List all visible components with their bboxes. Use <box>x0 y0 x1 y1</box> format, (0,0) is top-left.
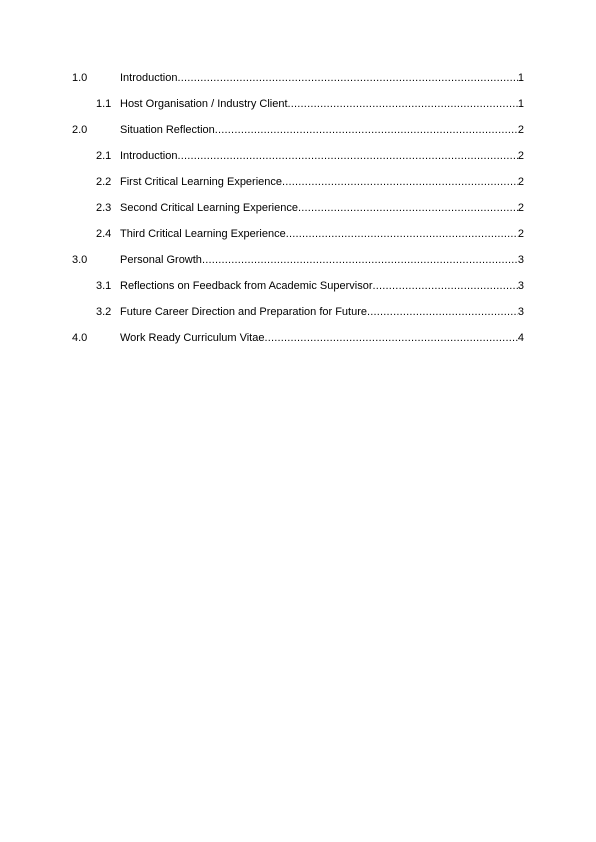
toc-entry-number: 3.0 <box>72 254 88 266</box>
dot-leader <box>367 304 518 320</box>
toc-entry-title: Host Organisation / Industry Client <box>120 98 288 110</box>
toc-entry-page: 2 <box>517 202 524 214</box>
toc-entry-page: 3 <box>517 254 524 266</box>
dot-leader <box>286 226 518 242</box>
toc-entry-title: Third Critical Learning Experience <box>120 228 286 240</box>
toc-entry-title: Reflections on Feedback from Academic Supervisor <box>120 280 373 292</box>
toc-entry-number: 2.1 <box>96 150 112 162</box>
dot-leader <box>373 278 518 294</box>
toc-entry-page: 2 <box>517 150 524 162</box>
toc-entry-title: Second Critical Learning Experience <box>120 202 298 214</box>
toc-entry-title: Future Career Direction and Preparation for Future <box>120 306 368 318</box>
toc-entry-page: 4 <box>517 332 524 344</box>
toc-entry[interactable] <box>72 70 524 86</box>
toc-entry-page: 3 <box>517 280 524 292</box>
toc-entry-number: 2.2 <box>96 176 112 188</box>
dot-leader <box>177 148 517 164</box>
toc-entry-title: Work Ready Curriculum Vitae <box>120 332 265 344</box>
toc-entry-title: Introduction <box>120 72 178 84</box>
dot-leader <box>215 122 518 138</box>
dot-leader <box>282 174 518 190</box>
toc-entry-page: 3 <box>517 306 524 318</box>
toc-entry[interactable] <box>96 304 524 320</box>
toc-entry-number: 2.0 <box>72 124 88 136</box>
toc-entry-page: 2 <box>517 176 524 188</box>
dot-leader <box>202 252 518 268</box>
dot-leader <box>288 96 518 112</box>
toc-entry[interactable] <box>96 226 524 242</box>
toc-entry-number: 2.4 <box>96 228 112 240</box>
toc-entry[interactable] <box>72 330 524 346</box>
dot-leader <box>298 200 518 216</box>
toc-entry-title: Personal Growth <box>120 254 202 266</box>
toc-entry[interactable] <box>72 252 524 268</box>
toc-entry-title: First Critical Learning Experience <box>120 176 283 188</box>
toc-entry-number: 1.0 <box>72 72 88 84</box>
toc-entry-number: 4.0 <box>72 332 88 344</box>
toc-entry-number: 2.3 <box>96 202 112 214</box>
toc-entry-number: 3.2 <box>96 306 112 318</box>
dot-leader <box>264 330 517 346</box>
toc-entry[interactable] <box>72 122 524 138</box>
toc-entry-number: 3.1 <box>96 280 112 292</box>
toc-entry[interactable] <box>96 96 524 112</box>
toc-entry[interactable] <box>96 148 524 164</box>
toc-entry-title: Introduction <box>120 150 178 162</box>
toc-entry[interactable] <box>96 278 524 294</box>
toc-entry-page: 1 <box>517 98 524 110</box>
toc-entry-page: 2 <box>517 124 524 136</box>
dot-leader <box>177 70 517 86</box>
toc-entry[interactable] <box>96 174 524 190</box>
toc-entry-page: 1 <box>517 72 524 84</box>
toc-entry-title: Situation Reflection <box>120 124 215 136</box>
toc-entry[interactable] <box>96 200 524 216</box>
toc-entry-page: 2 <box>517 228 524 240</box>
toc-entry-number: 1.1 <box>96 98 112 110</box>
